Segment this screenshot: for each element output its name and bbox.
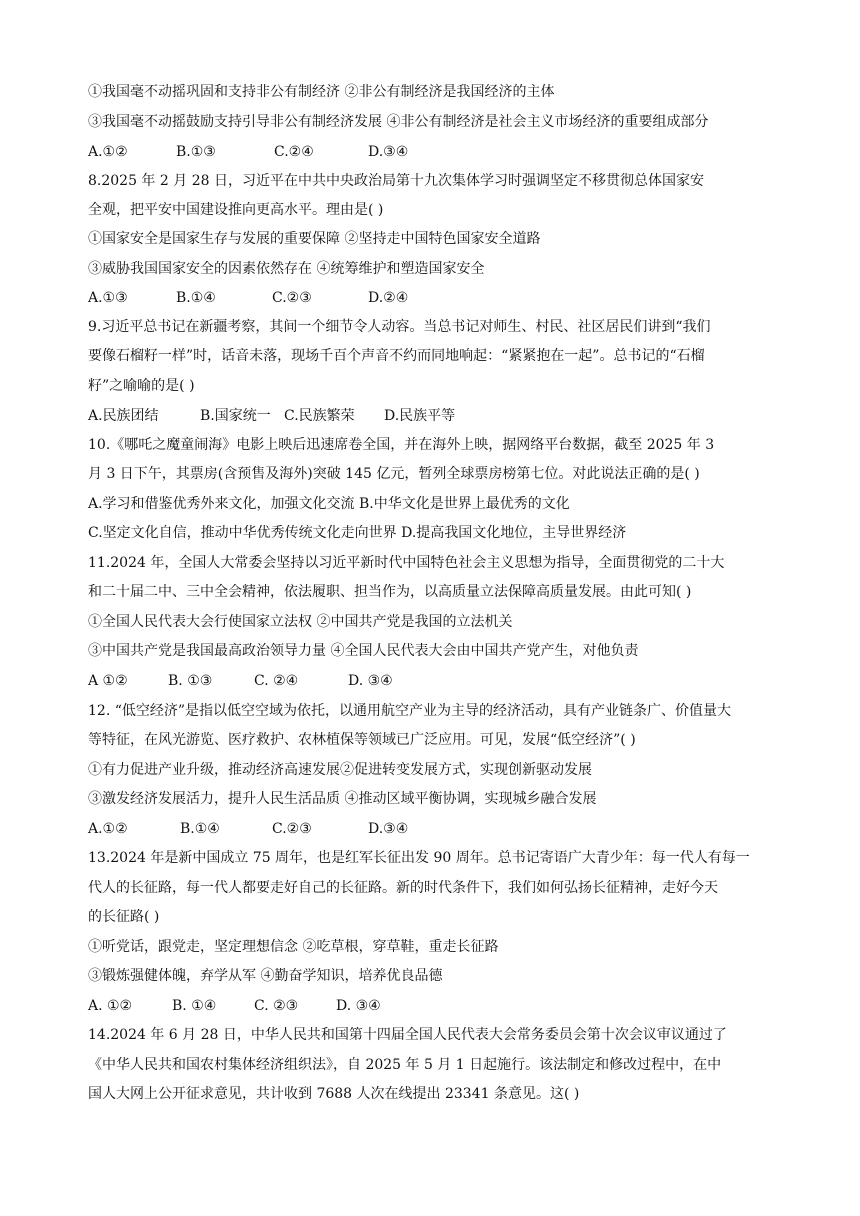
q13-options xyxy=(88,996,381,1016)
q8-statement-3-4: ③威胁我国国家安全的因素依然存在 ④统筹维护和塑造国家安全 xyxy=(88,261,485,277)
q10-options-a-b: A.学习和借鉴优秀外来文化，加强文化交流 B.中华文化是世界上最优秀的文化 xyxy=(88,496,570,512)
q13-stem-line-2: 代人的长征路，每一代人都要走好自己的长征路。新的时代条件下，我们如何弘扬长征精神，走好今天 xyxy=(88,880,718,896)
option-b: B.①④ xyxy=(180,821,220,837)
option-d: D.民族平等 xyxy=(384,408,456,424)
option-a: A.民族团结 xyxy=(88,408,159,424)
option-c: C.②④ xyxy=(274,144,314,160)
q13-stem-line-1: 13.2024 年是新中国成立 75 周年，也是红军长征出发 90 周年。总书记寄语广大青少年：每一代人有每一 xyxy=(88,850,750,866)
option-d: D. ③④ xyxy=(348,673,393,689)
option-c: C. ②④ xyxy=(254,673,299,689)
q12-options xyxy=(88,819,408,839)
option-a: A. ①② xyxy=(88,998,133,1014)
q9-stem-line-1: 9.习近平总书记在新疆考察，其间一个细节令人动容。当总书记对师生、村民、社区居民们讲到“我们 xyxy=(88,319,711,335)
option-d: D.②④ xyxy=(368,290,409,306)
q8-stem-line-1: 8.2025 年 2 月 28 日，习近平在中共中央政治局第十九次集体学习时强调坚定不移贯彻总体国家安 xyxy=(88,173,704,189)
q14-stem-line-2: 《中华人民共和国农村集体经济组织法》，自 2025 年 5 月 1 日起施行。该法制定和修改过程中，在中 xyxy=(88,1057,722,1073)
q12-stem-line-1: 12. “低空经济”是指以低空空域为依托，以通用航空产业为主导的经济活动，具有产业链条广、价值量大 xyxy=(88,703,732,719)
q8-statement-1-2: ①国家安全是国家生存与发展的重要保障 ②坚持走中国特色国家安全道路 xyxy=(88,231,541,247)
option-c: C. ②③ xyxy=(254,998,299,1014)
option-d: D. ③④ xyxy=(336,998,381,1014)
q14-stem-line-3: 国人大网上公开征求意见，共计收到 7688 人次在线提出 23341 条意见。这( ) xyxy=(88,1086,580,1102)
q13-statement-1-2: ①听党话，跟党走，坚定理想信念 ②吃草根，穿草鞋，重走长征路 xyxy=(88,939,499,955)
q13-statement-3-4: ③锻炼强健体魄，弃学从军 ④勤奋学知识，培养优良品德 xyxy=(88,968,443,984)
q13-stem-line-3: 的长征路( ) xyxy=(88,909,160,925)
q10-stem-line-1: 10.《哪吒之魔童闹海》电影上映后迅速席卷全国，并在海外上映，据网络平台数据，截至 2025 年 3 xyxy=(88,437,715,453)
option-a: A.①② xyxy=(88,821,128,837)
option-d: D.③④ xyxy=(368,821,409,837)
option-c: C.②③ xyxy=(272,821,312,837)
option-b: B. ①④ xyxy=(172,998,217,1014)
option-a: A ①② xyxy=(88,673,128,689)
q9-stem-line-2: 要像石榴籽一样”时，话音未落，现场千百个声音不约而同地响起：“紧紧抱在一起”。总书记的“石榴 xyxy=(88,348,705,364)
option-b: B. ①③ xyxy=(168,673,213,689)
q7-options xyxy=(88,142,408,162)
q12-statement-1-2: ①有力促进产业升级，推动经济高速发展②促进转变发展方式，实现创新驱动发展 xyxy=(88,762,592,778)
option-b: B.国家统一 xyxy=(200,408,271,424)
q7-statement-1-2: ①我国毫不动摇巩固和支持非公有制经济 ②非公有制经济是我国经济的主体 xyxy=(88,84,555,100)
q8-stem-line-2: 全观，把平安中国建设推向更高水平。理由是( ) xyxy=(88,202,384,218)
q9-stem-line-3: 籽”之喻喻的是( ) xyxy=(88,378,195,394)
q10-stem-line-2: 月 3 日下午，其票房(含预售及海外)突破 145 亿元，暂列全球票房榜第七位。对此说法正确的是( ) xyxy=(88,466,700,482)
q14-stem-line-1: 14.2024 年 6 月 28 日，中华人民共和国第十四届全国人民代表大会常务委员会第十次会议审议通过了 xyxy=(88,1027,727,1043)
q11-statement-1-2: ①全国人民代表大会行使国家立法权 ②中国共产党是我国的立法机关 xyxy=(88,614,513,630)
option-d: D.③④ xyxy=(368,144,409,160)
q11-statement-3-4: ③中国共产党是我国最高政治领导力量 ④全国人民代表大会由中国共产党产生，对他负责 xyxy=(88,643,639,659)
q11-stem-line-2: 和二十届二中、三中全会精神，依法履职、担当作为，以高质量立法保障高质量发展。由此可知( ) xyxy=(88,584,692,600)
option-a: A.①③ xyxy=(88,290,128,306)
option-b: B.①③ xyxy=(176,144,216,160)
q12-statement-3-4: ③激发经济发展活力，提升人民生活品质 ④推动区域平衡协调，实现城乡融合发展 xyxy=(88,791,597,807)
q10-options-c-d: C.坚定文化自信，推动中华优秀传统文化走向世界 D.提高我国文化地位，主导世界经济 xyxy=(88,525,627,541)
q7-statement-3-4: ③我国毫不动摇鼓励支持引导非公有制经济发展 ④非公有制经济是社会主义市场经济的重要组成部分 xyxy=(88,114,709,130)
option-c: C.②③ xyxy=(272,290,312,306)
q9-options xyxy=(88,406,455,426)
q11-options xyxy=(88,671,393,691)
option-b: B.①④ xyxy=(176,290,216,306)
q8-options xyxy=(88,288,408,308)
q12-stem-line-2: 等特征，在风光游览、医疗救护、农林植保等领域已广泛应用。可见，发展“低空经济”( ) xyxy=(88,732,636,748)
option-c: C.民族繁荣 xyxy=(284,408,355,424)
option-a: A.①② xyxy=(88,144,128,160)
q11-stem-line-1: 11.2024 年，全国人大常委会坚持以习近平新时代中国特色社会主义思想为指导，全面贯彻党的二十大 xyxy=(88,555,725,571)
